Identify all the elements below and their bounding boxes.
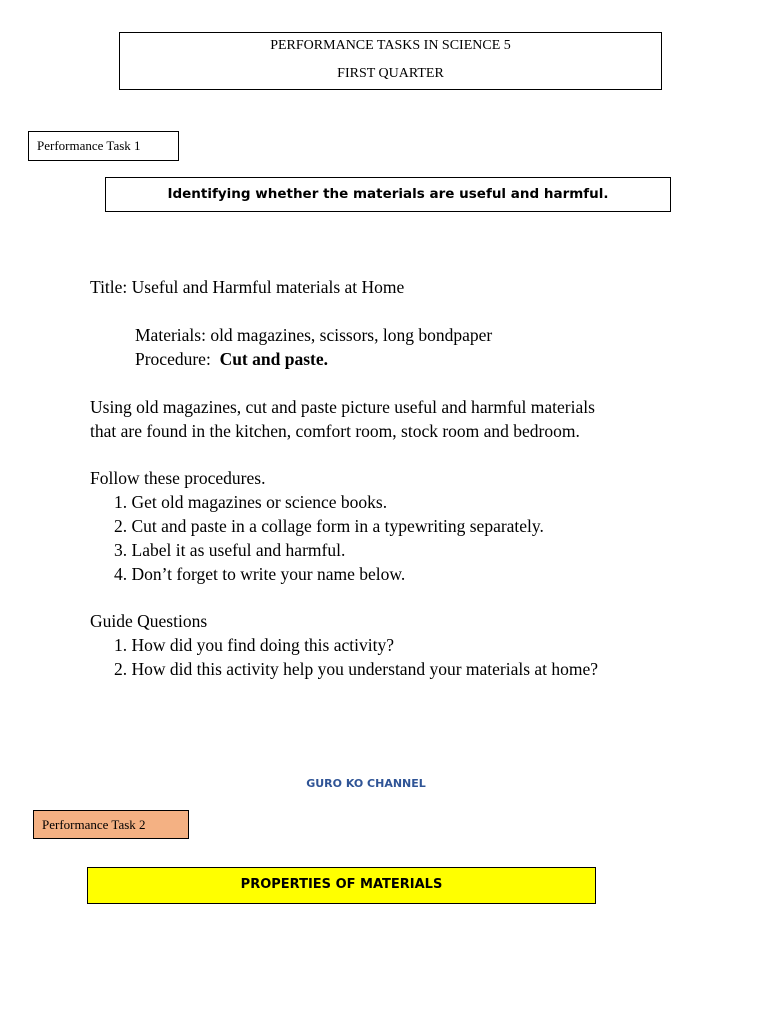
guide-heading: Guide Questions — [90, 611, 208, 631]
step-item: 4. Don’t forget to write your name below. — [114, 564, 406, 584]
task1-instructions-line2: that are found in the kitchen, comfort room, stock room and bedroom. — [90, 421, 580, 441]
task1-objective: Identifying whether the materials are useful and harmful. — [105, 177, 671, 212]
procedure-prefix: Procedure: — [135, 349, 220, 369]
step-item: 2. Cut and paste in a collage form in a typewriting separately. — [114, 516, 544, 536]
task1-materials: Materials: old magazines, scissors, long bondpaper — [135, 325, 493, 345]
task1-instructions-line1: Using old magazines, cut and paste picture useful and harmful materials — [90, 397, 595, 417]
procedure-bold: Cut and paste. — [219, 349, 328, 369]
step-item: 1. Get old magazines or science books. — [114, 492, 388, 512]
task2-objective: PROPERTIES OF MATERIALS — [87, 867, 596, 904]
header-subtitle: FIRST QUARTER — [337, 66, 444, 81]
step-item: 3. Label it as useful and harmful. — [114, 540, 346, 560]
channel-watermark: GURO KO CHANNEL — [306, 777, 426, 790]
performance-task-2-label: Performance Task 2 — [33, 810, 189, 839]
task1-title: Title: Useful and Harmful materials at Home — [90, 277, 405, 297]
question-item: 1. How did you find doing this activity? — [114, 635, 394, 655]
performance-task-1-label: Performance Task 1 — [28, 131, 179, 161]
follow-heading: Follow these procedures. — [90, 468, 266, 488]
document-header — [119, 32, 662, 90]
header-title: PERFORMANCE TASKS IN SCIENCE 5 — [270, 38, 511, 53]
question-item: 2. How did this activity help you understand your materials at home? — [114, 659, 599, 679]
task1-procedure — [135, 349, 328, 370]
